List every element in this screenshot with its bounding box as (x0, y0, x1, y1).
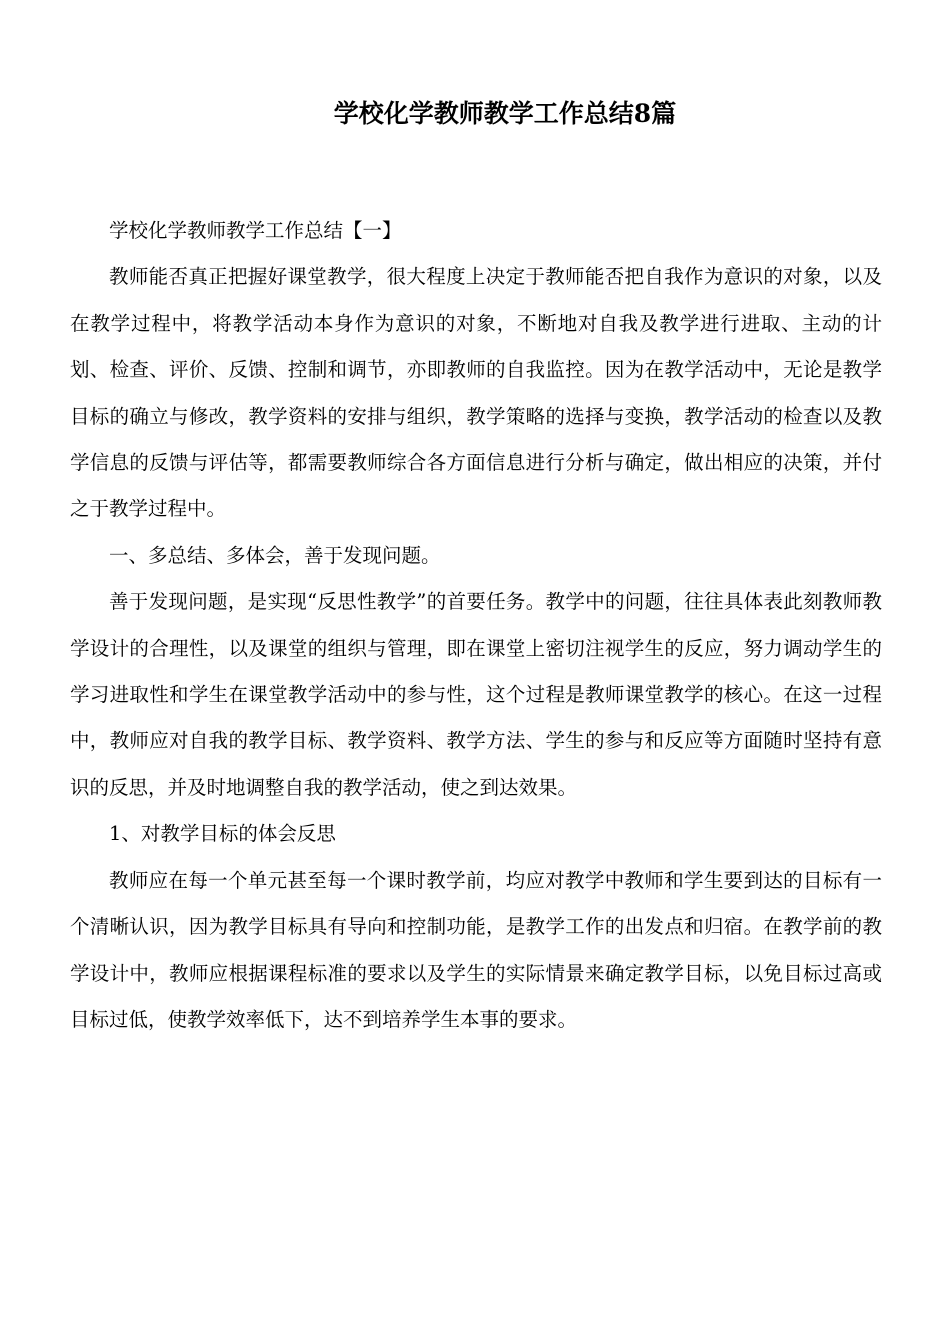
document-title: 学校化学教师教学工作总结8篇 (333, 99, 677, 128)
subsection-heading: 1、对教学目标的体会反思 (109, 822, 336, 846)
subsection-heading: 一、多总结、多体会，善于发现问题。 (109, 543, 441, 567)
body-paragraph: 教师应在每一个单元甚至每一个课时教学前，均应对教学中教师和学生要到达的目标有一个清晰认识，因为教学目标具有导向和控制功能，是教学工作的出发点和归宿。在教学前的教学设计中，教师应根据课程标准的要求以及学生的实际情景来确定教学目标，以免目标过高或目标过低，使教学效率低下，达不到培养学生本事的要求。 (70, 868, 882, 1031)
body-paragraph: 善于发现问题，是实现“反思性教学”的首要任务。教学中的问题，往往具体表此刻教师教学设计的合理性，以及课堂的组织与管理，即在课堂上密切注视学生的反应，努力调动学生的学习进取性和学生在课堂教学活动中的参与性，这个过程是教师课堂教学的核心。在这一过程中，教师应对自我的教学目标、教学资料、教学方法、学生的参与和反应等方面随时坚持有意识的反思，并及时地调整自我的教学活动，使之到达效果。 (70, 590, 882, 799)
section-heading: 学校化学教师教学工作总结【一】 (109, 219, 402, 242)
document-body (70, 208, 882, 1043)
body-paragraph: 教师能否真正把握好课堂教学，很大程度上决定于教师能否把自我作为意识的对象，以及在教学过程中，将教学活动本身作为意识的对象，不断地对自我及教学进行进取、主动的计划、检查、评价、反馈、控制和调节，亦即教师的自我监控。因为在教学活动中，无论是教学目标的确立与修改，教学资料的安排与组织，教学策略的选择与变换，教学活动的检查以及教学信息的反馈与评估等，都需要教师综合各方面信息进行分析与确定，做出相应的决策，并付之于教学过程中。 (70, 265, 882, 521)
